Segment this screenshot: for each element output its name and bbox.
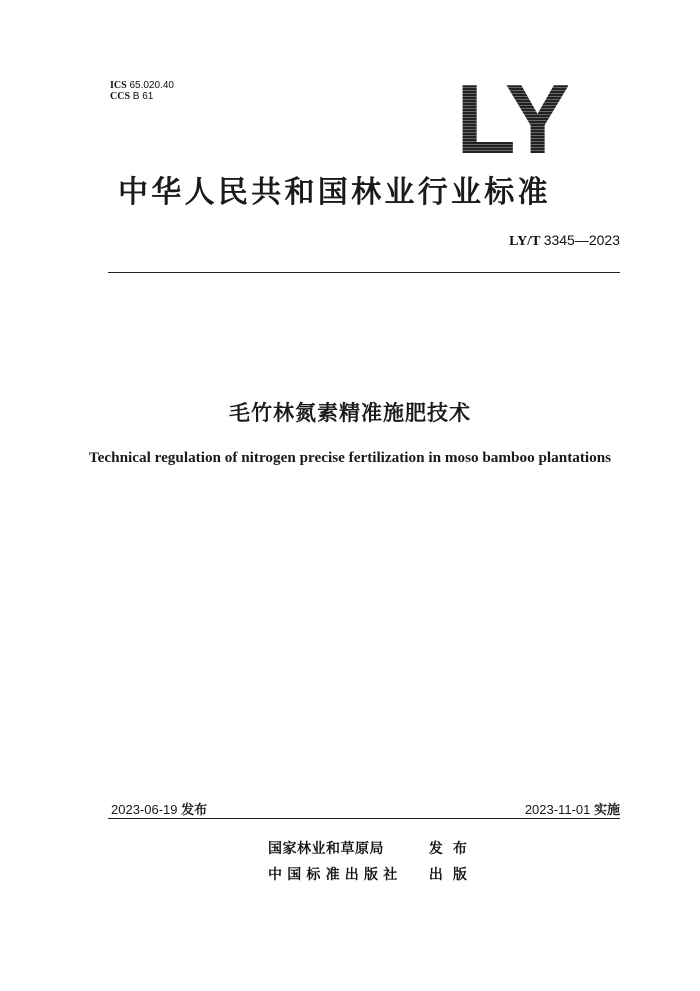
standard-number xyxy=(509,232,620,250)
issuer-org: 国家林业和草原局 xyxy=(268,841,384,857)
ccs-code-line xyxy=(110,91,174,102)
chinese-title: 毛竹林氮素精准施肥技术 xyxy=(229,401,471,425)
implementation-date xyxy=(525,799,620,818)
top-divider xyxy=(108,272,620,273)
standard-number-value: 3345—2023 xyxy=(543,232,620,248)
publisher-row xyxy=(268,864,477,884)
implementation-date-value: 2023-11-01 xyxy=(524,802,591,817)
ics-code: 65.020.40 xyxy=(129,80,174,91)
issuer-action: 发布 xyxy=(428,841,477,857)
issue-date xyxy=(111,799,207,818)
issue-date-value: 2023-06-19 xyxy=(111,802,178,817)
ccs-code: B 61 xyxy=(132,91,154,102)
publisher-org: 中国标准出版社 xyxy=(268,867,403,883)
ccs-label: CCS xyxy=(110,91,131,102)
implementation-date-label: 实施 xyxy=(593,803,620,818)
ly-standard-logo: LY xyxy=(456,64,569,174)
english-title: Technical regulation of nitrogen precise fertilization in moso bamboo plantations xyxy=(88,449,612,466)
issue-date-label: 发布 xyxy=(181,803,208,818)
bottom-divider xyxy=(108,818,620,819)
issuer-row xyxy=(268,838,477,858)
standard-category-title: 中华人民共和国林业行业标准 xyxy=(118,175,551,210)
standard-number-prefix: LY/T xyxy=(509,234,541,249)
ics-code-line xyxy=(110,80,174,91)
publisher-action: 出版 xyxy=(428,867,477,883)
classification-codes xyxy=(110,80,174,102)
ics-label: ICS xyxy=(110,80,127,91)
